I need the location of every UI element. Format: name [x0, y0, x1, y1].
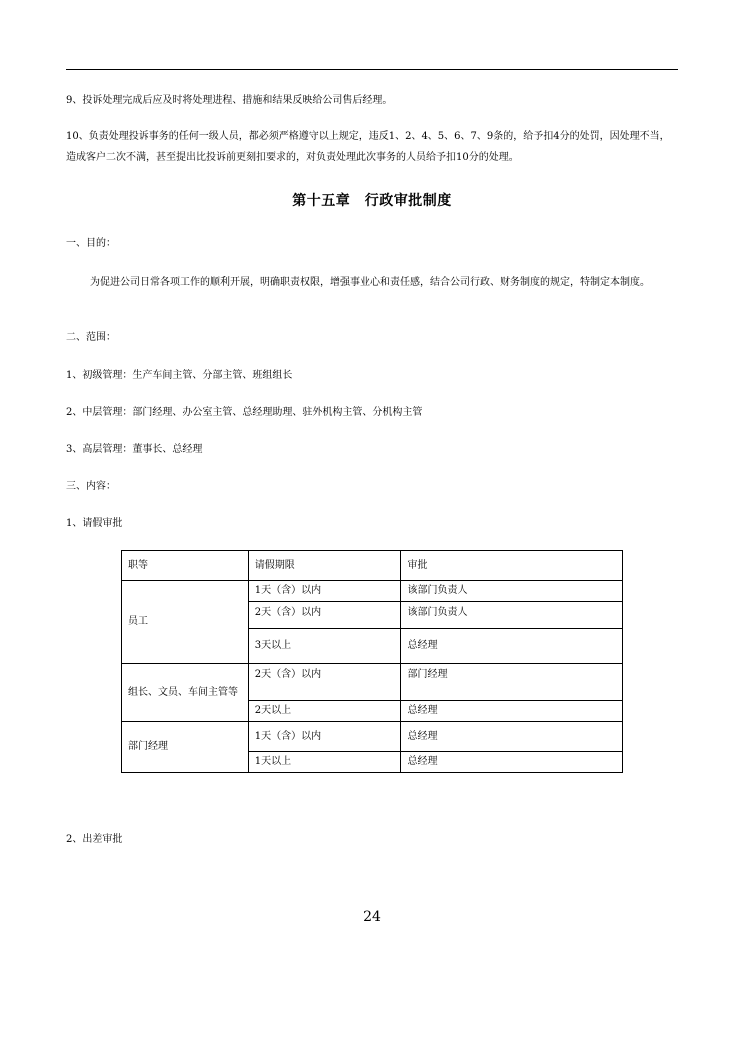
section-heading-content: 三、内容：: [66, 481, 116, 492]
approver-cell: 总经理: [401, 722, 623, 752]
approver-cell: 该部门负责人: [401, 581, 623, 602]
period-cell: 2天以上: [248, 701, 401, 722]
header-cell-approver: 审批: [401, 551, 623, 581]
subheading-travel-approval: 2、出差审批: [66, 834, 123, 845]
period-cell: 1天（含）以内: [248, 722, 401, 752]
purpose-paragraph: 为促进公司日常各项工作的顺利开展，明确职责权限，增强事业心和责任感，结合公司行政、财务制度的规定，特制定本制度。: [90, 277, 650, 288]
rank-cell: 员工: [122, 581, 249, 664]
scope-item-1: 1、初级管理：生产车间主管、分部主管、班组组长: [66, 370, 293, 381]
header-cell-rank: 职等: [122, 551, 249, 581]
header-cell-period: 请假期限: [248, 551, 401, 581]
approver-cell: 总经理: [401, 752, 623, 773]
chapter-title: 第十五章 行政审批制度: [292, 193, 452, 209]
paragraph-item-10: 10、负责处理投诉事务的任何一级人员，都必须严格遵守以上规定，违反1、2、4、5、6、7、9条的，给予扣4分的处罚，因处理不当，造成客户二次不满，甚至提出比投诉前更刻扣要求的，对负责处理此次事务的人员给予扣10分的处理。: [66, 131, 670, 163]
subheading-leave-approval: 1、请假审批: [66, 518, 123, 529]
leave-approval-table: [121, 550, 623, 773]
rank-cell: 组长、文员、车间主管等: [122, 664, 249, 722]
section-heading-scope: 二、范围：: [66, 332, 116, 343]
page-number: 24: [363, 909, 381, 925]
period-cell: 2天（含）以内: [248, 602, 401, 629]
section-heading-purpose: 一、目的：: [66, 238, 116, 249]
approver-cell: 部门经理: [401, 664, 623, 701]
period-cell: 3天以上: [248, 629, 401, 664]
table-row: [122, 581, 623, 602]
scope-item-2: 2、中层管理：部门经理、办公室主管、总经理助理、驻外机构主管、分机构主管: [66, 407, 423, 418]
header-rule: [66, 69, 678, 70]
approver-cell: 该部门负责人: [401, 602, 623, 629]
table-header-row: [122, 551, 623, 581]
table-row: [122, 664, 623, 701]
approver-cell: 总经理: [401, 629, 623, 664]
period-cell: 1天（含）以内: [248, 581, 401, 602]
scope-item-3: 3、高层管理：董事长、总经理: [66, 444, 203, 455]
period-cell: 1天以上: [248, 752, 401, 773]
approver-cell: 总经理: [401, 701, 623, 722]
table-row: [122, 722, 623, 752]
paragraph-item-9: 9、投诉处理完成后应及时将处理进程、措施和结果反映给公司售后经理。: [66, 95, 393, 106]
period-cell: 2天（含）以内: [248, 664, 401, 701]
rank-cell: 部门经理: [122, 722, 249, 773]
